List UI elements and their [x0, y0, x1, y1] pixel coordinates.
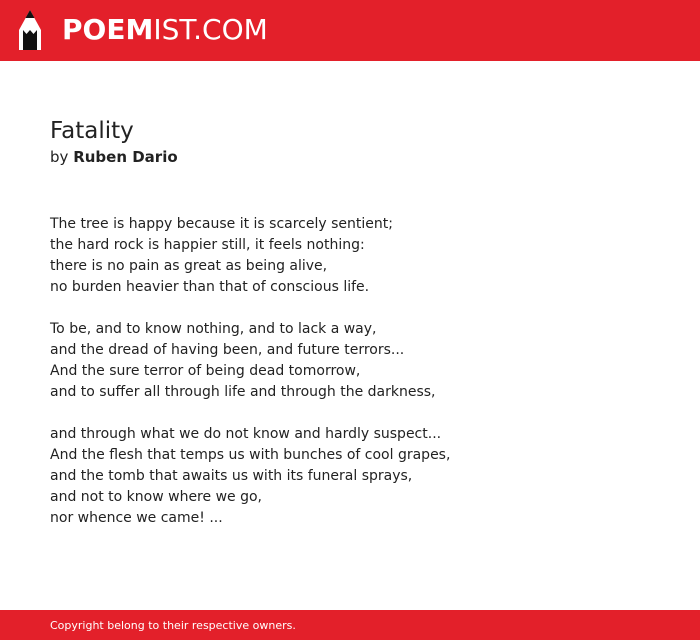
poem-line: and to suffer all through life and through the darkness, — [50, 384, 436, 400]
poem-line: and the tomb that awaits us with its funeral sprays, — [50, 468, 413, 484]
poem-line: there is no pain as great as being alive, — [50, 258, 328, 274]
poem-line: To be, and to know nothing, and to lack a way, — [50, 321, 377, 337]
poem-line: And the flesh that temps us with bunches of cool grapes, — [50, 447, 451, 463]
poem-line: and through what we do not know and hardly suspect... — [50, 426, 442, 442]
site-header — [0, 0, 700, 61]
poem-author: Ruben Dario — [73, 148, 178, 166]
pencil-icon — [18, 9, 42, 51]
poem-line: nor whence we came! ... — [50, 510, 223, 526]
site-footer — [0, 610, 700, 640]
poem-title: Fatality — [50, 118, 134, 144]
logo-light-text: IST.COM — [153, 13, 268, 46]
site-logo-link[interactable] — [18, 9, 268, 51]
poem-line: the hard rock is happier still, it feels nothing: — [50, 237, 365, 253]
by-label: by — [50, 148, 69, 166]
site-logo-text — [62, 13, 268, 46]
poem-line: and not to know where we go, — [50, 489, 262, 505]
logo-bold-text: POEM — [62, 13, 154, 46]
poem-body — [50, 214, 650, 529]
poem-line: and the dread of having been, and future terrors... — [50, 342, 405, 358]
poem-stanza — [50, 214, 650, 298]
poem-line: The tree is happy because it is scarcely sentient; — [50, 216, 393, 232]
poem-byline — [50, 147, 650, 168]
poem-article — [50, 116, 650, 550]
poem-line: And the sure terror of being dead tomorrow, — [50, 363, 361, 379]
poem-stanza — [50, 319, 650, 403]
copyright-text: Copyright belong to their respective owners. — [50, 619, 296, 632]
poem-stanza — [50, 424, 650, 529]
poem-line: no burden heavier than that of conscious life. — [50, 279, 370, 295]
